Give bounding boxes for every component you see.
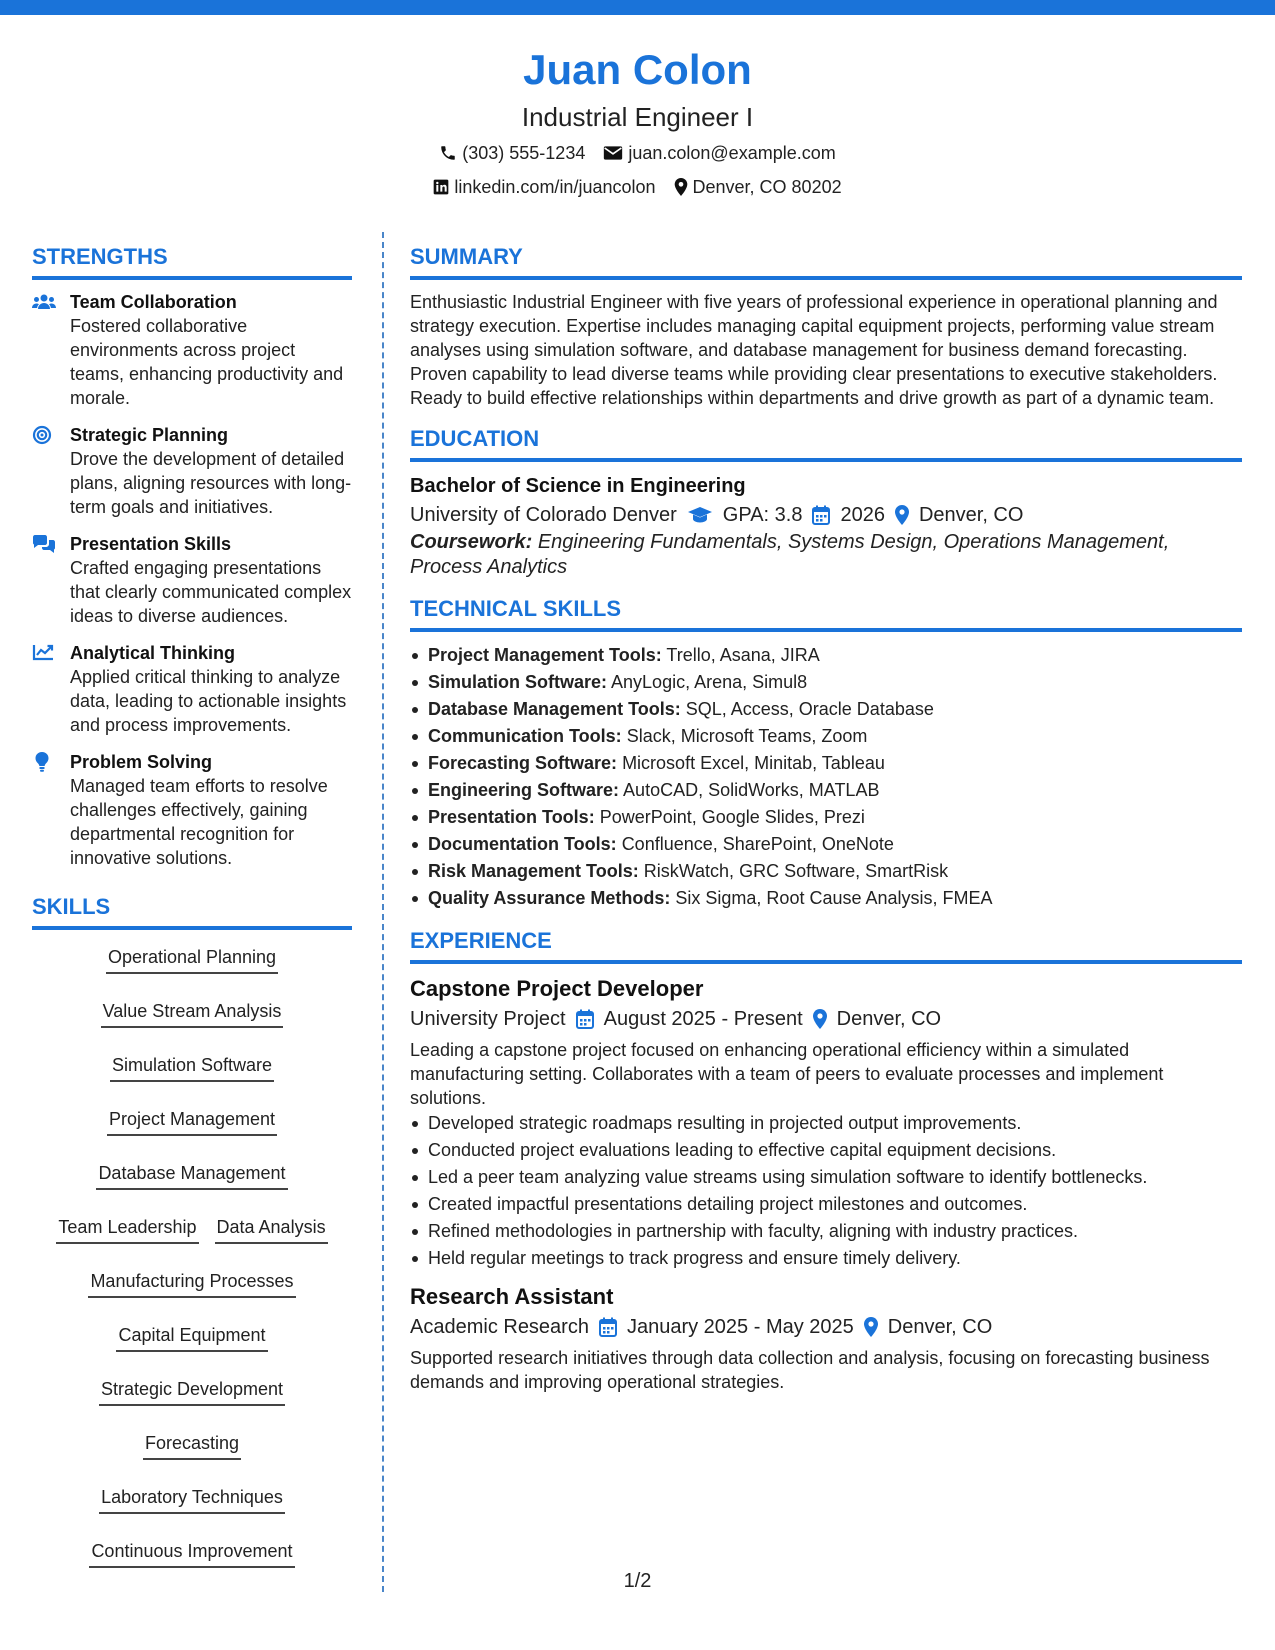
left-column: [32, 242, 352, 1568]
skills-heading: SKILLS: [32, 892, 352, 930]
comments-icon: [32, 534, 56, 554]
right-column: [410, 242, 1242, 1394]
chart-line-icon: [32, 643, 56, 663]
list-item: [410, 885, 1242, 912]
coursework-text: Engineering Fundamentals, Systems Design, Operations Management, Process Analytics: [410, 531, 1170, 578]
list-item: Refined methodologies in partnership with faculty, aligning with industry practices.: [410, 1218, 1242, 1245]
calendar-icon: [812, 505, 830, 525]
calendar-icon: [599, 1317, 617, 1337]
list-item: Developed strategic roadmaps resulting in projected output improvements.: [410, 1110, 1242, 1137]
job-description: Supported research initiatives through data collection and analysis, focusing on forecasting business demands and improving operational strategies.: [410, 1348, 1210, 1392]
gpa-text: GPA: 3.8: [722, 504, 803, 526]
skill-chip: Project Management: [107, 1106, 277, 1136]
technical-skills-list: [410, 642, 1242, 912]
skill-chip: Operational Planning: [106, 944, 278, 974]
skill-chip: Value Stream Analysis: [101, 998, 284, 1028]
job-org: University Project: [410, 1008, 566, 1030]
phone-icon: [439, 144, 457, 162]
job-location: Denver, CO: [887, 1316, 993, 1338]
tech-skill-value: Six Sigma, Root Cause Analysis, FMEA: [675, 888, 993, 908]
map-marker-icon: [813, 1009, 827, 1029]
strength-item: [32, 423, 352, 519]
job-bullets: [410, 1110, 1242, 1272]
coursework-label: Coursework:: [410, 531, 533, 553]
list-item: [410, 804, 1242, 831]
contact-linkedin[interactable]: [433, 172, 655, 202]
top-accent-bar: [0, 0, 1275, 15]
column-divider: [382, 232, 384, 1592]
job-entry: [410, 1282, 1242, 1394]
list-item: [410, 777, 1242, 804]
tech-skill-label: Project Management Tools:: [428, 645, 662, 665]
tech-skill-label: Presentation Tools:: [428, 807, 595, 827]
strength-item: [32, 750, 352, 870]
linkedin-icon: [433, 179, 449, 195]
tech-skill-label: Risk Management Tools:: [428, 861, 639, 881]
education-meta: [410, 500, 1242, 530]
skill-chip: Team Leadership: [56, 1214, 198, 1244]
strength-title: Problem Solving: [70, 752, 213, 772]
users-icon: [32, 292, 56, 312]
tech-skill-label: Documentation Tools:: [428, 834, 617, 854]
job-title: Capstone Project Developer: [410, 976, 704, 1001]
job-dates: January 2025 - May 2025: [626, 1316, 854, 1338]
job-title: Research Assistant: [410, 1284, 614, 1309]
technical-skills-heading: TECHNICAL SKILLS: [410, 594, 1242, 632]
job-dates: August 2025 - Present: [603, 1008, 803, 1030]
contact-line-1: [0, 138, 1275, 168]
list-item: [410, 750, 1242, 777]
summary-heading: SUMMARY: [410, 242, 1242, 280]
job-org: Academic Research: [410, 1316, 589, 1338]
tech-skill-value: SQL, Access, Oracle Database: [685, 699, 934, 719]
strength-title: Strategic Planning: [70, 425, 229, 445]
contact-location: [674, 172, 842, 202]
coursework: [410, 530, 1242, 580]
list-item: [410, 858, 1242, 885]
skill-chip: Strategic Development: [99, 1376, 285, 1406]
tech-skill-value: PowerPoint, Google Slides, Prezi: [599, 807, 865, 827]
strength-title: Presentation Skills: [70, 534, 232, 554]
map-marker-icon: [864, 1317, 878, 1337]
list-item: Led a peer team analyzing value streams using simulation software to identify bottlenecks.: [410, 1164, 1242, 1191]
skill-chip: Laboratory Techniques: [99, 1484, 285, 1514]
strength-title: Team Collaboration: [70, 292, 237, 312]
strength-desc: Drove the development of detailed plans, aligning resources with long-term goals and initiatives.: [70, 449, 352, 517]
graduation-year: 2026: [840, 504, 885, 526]
job-meta: [410, 1004, 1242, 1034]
summary-text: Enthusiastic Industrial Engineer with five years of professional experience in operational planning and strategy execution. Expertise includes managing capital equipment projects, performing value stream analyses using simulation software, and database management for business demand forecasting. Proven capability to lead diverse teams while providing clear presentations to executive stakeholders. Ready to build effective relationships within departments and drive growth as part of a dynamic team.: [410, 292, 1218, 408]
strength-item: [32, 641, 352, 737]
skill-chip: Capital Equipment: [116, 1322, 267, 1352]
strength-desc: Applied critical thinking to analyze data, leading to actionable insights and process improvements.: [70, 667, 347, 735]
skill-chip: Simulation Software: [110, 1052, 274, 1082]
job-description: Leading a capstone project focused on enhancing operational efficiency within a simulated manufacturing setting. Collaborates with a team of peers to evaluate processes and implement solutions.: [410, 1040, 1164, 1108]
lightbulb-icon: [32, 752, 56, 772]
tech-skill-label: Database Management Tools:: [428, 699, 681, 719]
tech-skill-label: Engineering Software:: [428, 780, 620, 800]
strength-item: [32, 532, 352, 628]
tech-skill-value: Slack, Microsoft Teams, Zoom: [626, 726, 868, 746]
tech-skill-label: Forecasting Software:: [428, 753, 618, 773]
job-entry: [410, 974, 1242, 1272]
strength-desc: Managed team efforts to resolve challenges effectively, gaining departmental recognition for innovative solutions.: [70, 776, 328, 868]
email-text: juan.colon@example.com: [628, 143, 836, 163]
tech-skill-value: AnyLogic, Arena, Simul8: [611, 672, 808, 692]
tech-skill-label: Communication Tools:: [428, 726, 622, 746]
list-item: Held regular meetings to track progress and ensure timely delivery.: [410, 1245, 1242, 1272]
skill-chip: Database Management: [96, 1160, 287, 1190]
candidate-role: Industrial Engineer I: [521, 102, 754, 132]
list-item: [410, 831, 1242, 858]
list-item: Created impactful presentations detailing project milestones and outcomes.: [410, 1191, 1242, 1218]
phone-text: (303) 555-1234: [462, 143, 586, 163]
job-meta: [410, 1312, 1242, 1342]
strength-item: [32, 290, 352, 410]
contact-phone[interactable]: [439, 138, 585, 168]
contact-line-2: [0, 172, 1275, 202]
strength-desc: Fostered collaborative environments across project teams, enhancing productivity and morale.: [70, 316, 344, 408]
map-marker-icon: [895, 505, 909, 525]
skill-chip: Continuous Improvement: [89, 1538, 294, 1568]
strength-desc: Crafted engaging presentations that clearly communicated complex ideas to diverse audiences.: [70, 558, 352, 626]
tech-skill-label: Simulation Software:: [428, 672, 608, 692]
candidate-name: Juan Colon: [523, 46, 752, 93]
list-item: Conducted project evaluations leading to effective capital equipment decisions.: [410, 1137, 1242, 1164]
tech-skill-value: Trello, Asana, JIRA: [666, 645, 820, 665]
job-location: Denver, CO: [836, 1008, 942, 1030]
map-marker-icon: [674, 178, 688, 196]
target-icon: [32, 425, 56, 445]
list-item: [410, 642, 1242, 669]
list-item: [410, 696, 1242, 723]
location-text: Denver, CO 80202: [692, 177, 842, 197]
tech-skill-value: RiskWatch, GRC Software, SmartRisk: [643, 861, 949, 881]
tech-skill-value: Microsoft Excel, Minitab, Tableau: [622, 753, 885, 773]
strength-title: Analytical Thinking: [70, 643, 236, 663]
skill-chip: Forecasting: [143, 1430, 241, 1460]
skill-chip: Data Analysis: [215, 1214, 328, 1244]
calendar-icon: [576, 1009, 594, 1029]
education-heading: EDUCATION: [410, 424, 1242, 462]
experience-heading: EXPERIENCE: [410, 926, 1242, 964]
graduation-cap-icon: [687, 505, 713, 525]
page-number: 1/2: [623, 1570, 652, 1592]
skill-chip: Manufacturing Processes: [88, 1268, 295, 1298]
tech-skill-label: Quality Assurance Methods:: [428, 888, 671, 908]
resume-header: [0, 40, 1275, 202]
list-item: [410, 723, 1242, 750]
school-name: University of Colorado Denver: [410, 504, 677, 526]
education-location: Denver, CO: [918, 504, 1024, 526]
envelope-icon: [603, 145, 623, 161]
strengths-heading: STRENGTHS: [32, 242, 352, 280]
list-item: [410, 669, 1242, 696]
tech-skill-value: Confluence, SharePoint, OneNote: [621, 834, 894, 854]
tech-skill-value: AutoCAD, SolidWorks, MATLAB: [623, 780, 880, 800]
linkedin-text: linkedin.com/in/juancolon: [454, 177, 656, 197]
contact-email[interactable]: [603, 138, 835, 168]
skills-list: [32, 940, 352, 1568]
degree-title: Bachelor of Science in Engineering: [410, 475, 746, 497]
